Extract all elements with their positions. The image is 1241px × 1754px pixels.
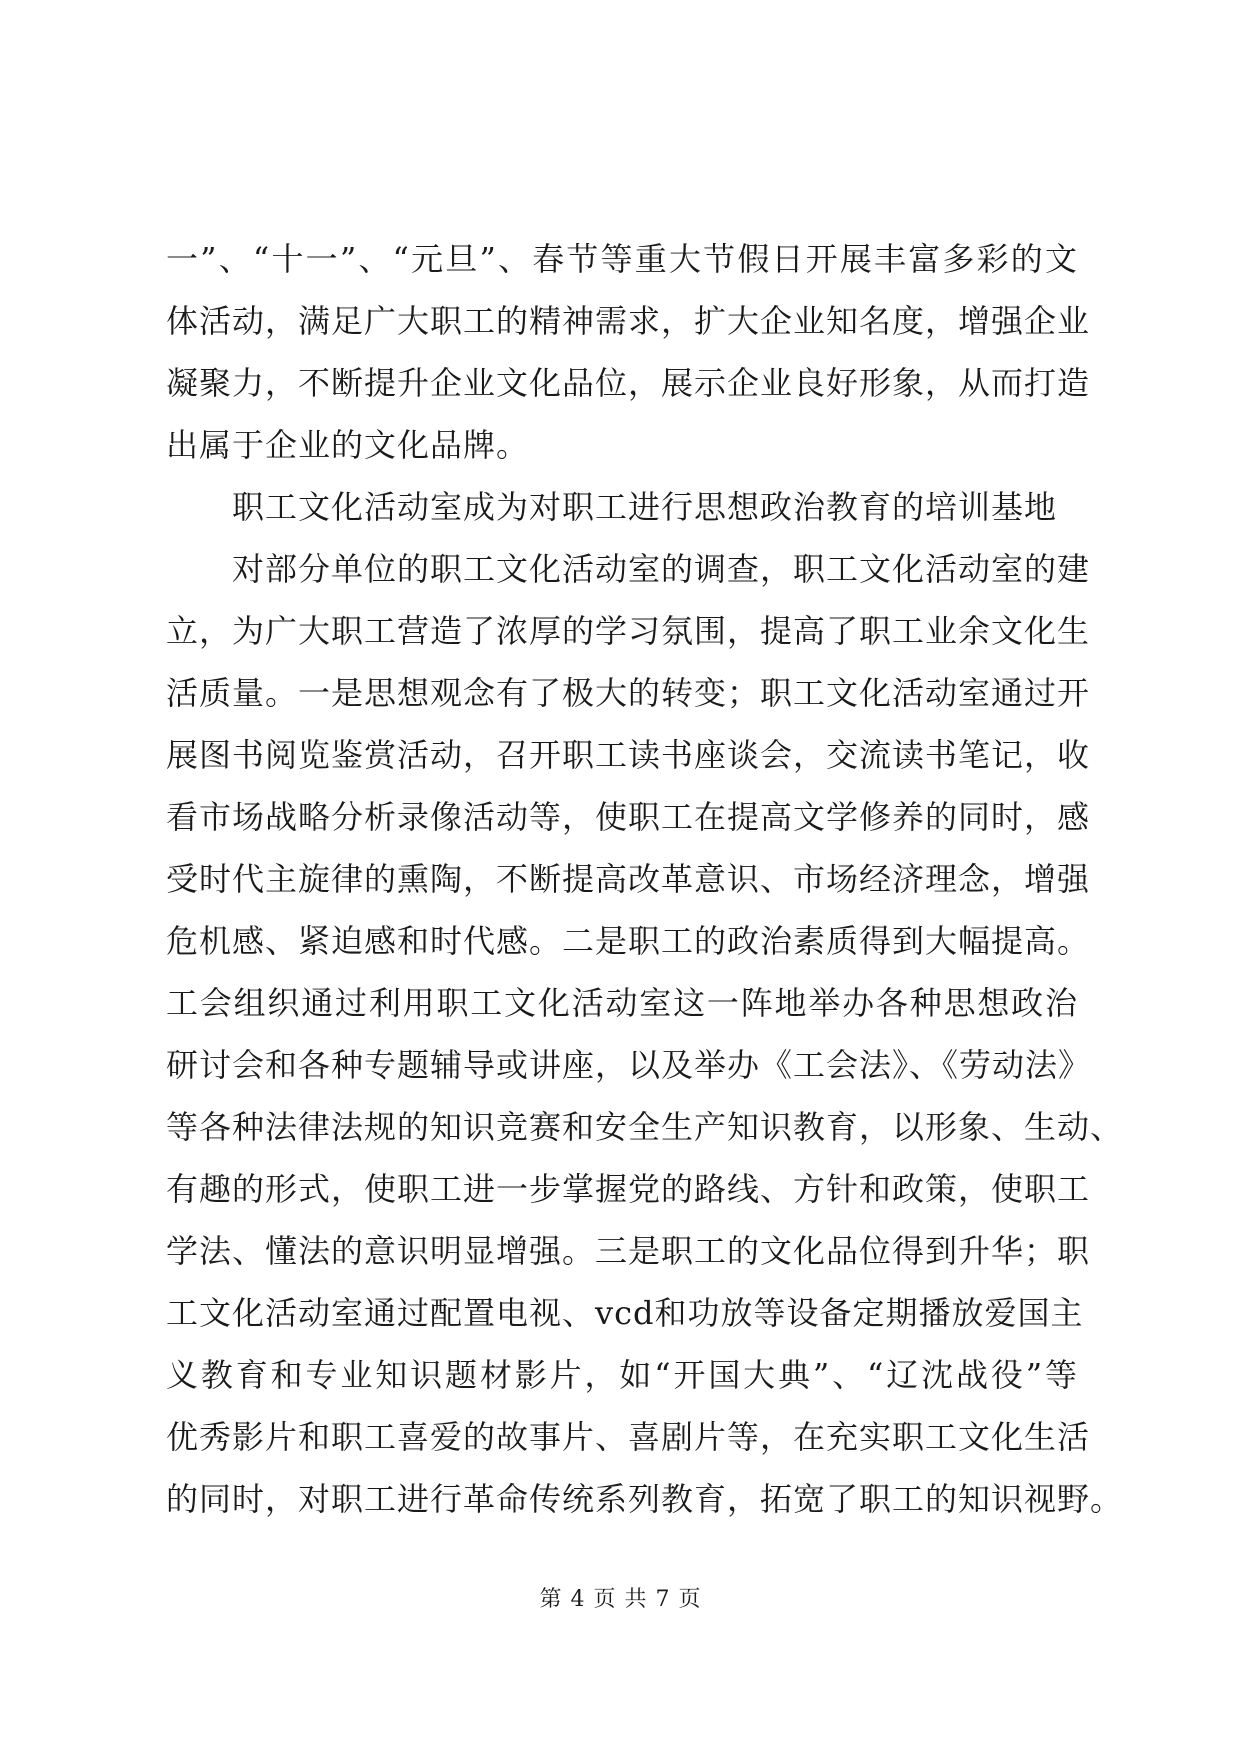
section-heading xyxy=(166,476,1078,538)
text-line: 研讨会和各种专题辅导或讲座，以及举办《工会法》、《劳动法》 xyxy=(166,1046,1092,1084)
text-line: 对部分单位的职工文化活动室的调查，职工文化活动室的建 xyxy=(232,550,1091,588)
text-line: 工文化活动室通过配置电视、vcd和功放等设备定期播放爱国主 xyxy=(166,1294,1084,1332)
text-line: 活质量。一是思想观念有了极大的转变；职工文化活动室通过开 xyxy=(166,674,1091,712)
text-line: 立，为广大职工营造了浓厚的学习氛围，提高了职工业余文化生 xyxy=(166,612,1091,650)
paragraph xyxy=(166,228,1091,476)
page-number-footer: 第 4 页 共 7 页 xyxy=(539,1587,702,1612)
text-line: 有趣的形式，使职工进一步掌握党的路线、方针和政策，使职工 xyxy=(166,1170,1091,1208)
text-line: 危机感、紧迫感和时代感。二是职工的政治素质得到大幅提高。 xyxy=(166,922,1091,960)
text-line: 工会组织通过利用职工文化活动室这一阵地举办各种思想政治 xyxy=(166,984,1078,1022)
text-line: 看市场战略分析录像活动等，使职工在提高文学修养的同时，感 xyxy=(166,798,1091,836)
text-line: 的同时，对职工进行革命传统系列教育，拓宽了职工的知识视野。 xyxy=(166,1480,1124,1518)
text-line: 优秀影片和职工喜爱的故事片、喜剧片等，在充实职工文化生活 xyxy=(166,1418,1091,1456)
text-line: 凝聚力，不断提升企业文化品位，展示企业良好形象，从而打造 xyxy=(166,364,1091,402)
text-line: 体活动，满足广大职工的精神需求，扩大企业知名度，增强企业 xyxy=(166,302,1091,340)
text-line: 展图书阅览鉴赏活动，召开职工读书座谈会，交流读书笔记，收 xyxy=(166,736,1091,774)
text-line: 学法、懂法的意识明显增强。三是职工的文化品位得到升华；职 xyxy=(166,1232,1091,1270)
text-line: 等各种法律法规的知识竞赛和安全生产知识教育，以形象、生动、 xyxy=(166,1108,1124,1146)
text-line: 出属于企业的文化品牌。 xyxy=(166,426,530,464)
document-body xyxy=(166,228,1124,1530)
text-line: 一”、“十一”、“元旦”、春节等重大节假日开展丰富多彩的文 xyxy=(166,240,1078,278)
text-line: 职工文化活动室成为对职工进行思想政治教育的培训基地 xyxy=(232,488,1058,526)
text-line: 受时代主旋律的熏陶，不断提高改革意识、市场经济理念，增强 xyxy=(166,860,1091,898)
paragraph xyxy=(166,538,1124,1530)
text-line: 义教育和专业知识题材影片，如“开国大典”、“辽沈战役”等 xyxy=(166,1356,1078,1394)
